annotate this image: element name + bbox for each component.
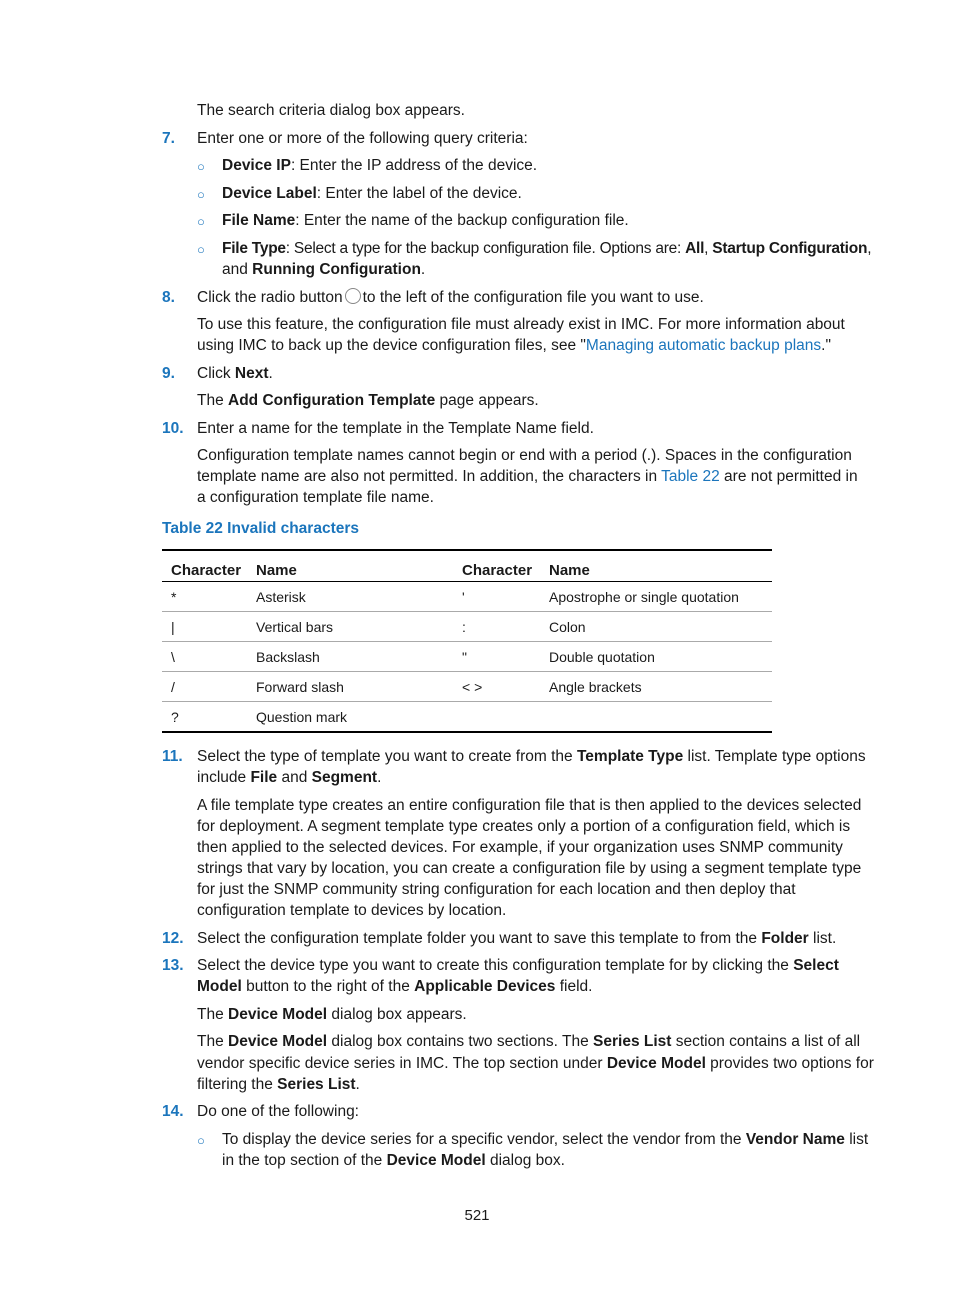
step-11-para-line: then applied to the selected devices. For example, if your organization uses SNMP community xyxy=(197,839,843,856)
bullet-circle-icon: ○ xyxy=(197,159,205,174)
table-cell: / xyxy=(162,672,247,702)
step-11-para-line: configuration template to devices by location. xyxy=(197,902,507,919)
table-cell: ' xyxy=(453,582,540,612)
table-cell: | xyxy=(162,612,247,642)
criteria-device-ip: Device IP: Enter the IP address of the device. xyxy=(222,157,538,174)
step-8-text: Click the radio button to the left of the configuration file you want to use. xyxy=(197,289,704,306)
step-13-line1: Select the device type you want to create this configuration template for by clicking the Select xyxy=(197,957,839,974)
column-header: Name xyxy=(247,550,453,582)
bullet-circle-icon: ○ xyxy=(197,214,205,229)
step-11-line2: include File and Segment. xyxy=(197,769,382,786)
step-11-para-line: for deployment. A segment template type creates only a portion of a configuration field, which is xyxy=(197,818,851,835)
step-12-text: Select the configuration template folder you want to save this template to from the Folder list. xyxy=(197,930,837,947)
step-13-number: 13. xyxy=(162,957,184,974)
step-10-para-line2: template name are also not permitted. In addition, the characters in Table 22 are not permitted in xyxy=(197,468,858,485)
step-13-para-line3: filtering the Series List. xyxy=(197,1076,360,1093)
table-cell: Apostrophe or single quotation xyxy=(540,582,772,612)
table-cell: Backslash xyxy=(247,642,453,672)
step-14-text: Do one of the following: xyxy=(197,1103,359,1120)
step-10-text: Enter a name for the template in the Template Name field. xyxy=(197,420,594,437)
table-cell: Asterisk xyxy=(247,582,453,612)
table-row xyxy=(162,642,772,672)
bullet-circle-icon: ○ xyxy=(197,187,205,202)
step-9-text: Click Next. xyxy=(197,365,273,382)
step-11-para-line: A file template type creates an entire configuration file that is then applied to the devices selected xyxy=(197,797,862,814)
table-cell: < > xyxy=(453,672,540,702)
criteria-file-name: File Name: Enter the name of the backup configuration file. xyxy=(222,212,629,229)
step-10-para-line1: Configuration template names cannot begin or end with a period (.). Spaces in the configuration xyxy=(197,447,852,464)
step-14-number: 14. xyxy=(162,1103,184,1120)
step-13-para-line1: The Device Model dialog box contains two sections. The Series List section contains a list of all xyxy=(197,1033,861,1050)
intro-text: The search criteria dialog box appears. xyxy=(197,102,465,119)
step-12-number: 12. xyxy=(162,930,184,947)
table-cell: " xyxy=(453,642,540,672)
table-22-link[interactable]: Table 22 xyxy=(661,468,720,485)
step-13-para-line2: vendor specific device series in IMC. The top section under Device Model provides two options for xyxy=(197,1055,874,1072)
table-cell: : xyxy=(453,612,540,642)
table-cell: ? xyxy=(162,702,247,733)
step-8-para-line1: To use this feature, the configuration file must already exist in IMC. For more information about xyxy=(197,316,845,333)
table-cell: Forward slash xyxy=(247,672,453,702)
criteria-device-label: Device Label: Enter the label of the device. xyxy=(222,185,522,202)
table-row xyxy=(162,702,772,733)
step-13-result: The Device Model dialog box appears. xyxy=(197,1006,467,1023)
table-cell xyxy=(453,702,540,733)
step-11-para-line: for just the SNMP community string configuration for each location and then deploy that xyxy=(197,881,796,898)
table-cell: Vertical bars xyxy=(247,612,453,642)
step-13-line2: Model button to the right of the Applicable Devices field. xyxy=(197,978,593,995)
step-11-para-line: strings that vary by location, you can create a configuration file by using a segment template type xyxy=(197,860,862,877)
invalid-characters-table xyxy=(162,549,772,733)
managing-backup-plans-link[interactable]: Managing automatic backup plans xyxy=(585,337,822,354)
table-cell: * xyxy=(162,582,247,612)
step-11-number: 11. xyxy=(162,748,183,765)
table-cell: Angle brackets xyxy=(540,672,772,702)
table-header-row xyxy=(162,550,772,582)
table-cell xyxy=(540,702,772,733)
table-cell: Question mark xyxy=(247,702,453,733)
step-10-para-line3: a configuration template file name. xyxy=(197,489,434,506)
column-header: Name xyxy=(540,550,772,582)
step-8-number: 8. xyxy=(162,289,175,306)
step-14-bullet-line2: in the top section of the Device Model dialog box. xyxy=(222,1152,565,1169)
table-caption: Table 22 Invalid characters xyxy=(162,520,360,537)
column-header: Character xyxy=(453,550,540,582)
criteria-file-type: File Type: Select a type for the backup configuration file. Options are: All, Startup Configuration, xyxy=(222,240,872,257)
radio-button-icon xyxy=(345,288,361,304)
table-cell: \ xyxy=(162,642,247,672)
table-row xyxy=(162,672,772,702)
table-row xyxy=(162,612,772,642)
table-cell: Colon xyxy=(540,612,772,642)
step-7-text: Enter one or more of the following query criteria: xyxy=(197,130,528,147)
step-9-number: 9. xyxy=(162,365,175,382)
table-row xyxy=(162,582,772,612)
step-9-result: The Add Configuration Template page appears. xyxy=(197,392,539,409)
bullet-circle-icon: ○ xyxy=(197,242,205,257)
column-header: Character xyxy=(162,550,247,582)
step-10-number: 10. xyxy=(162,420,184,437)
page-number: 521 xyxy=(464,1207,490,1224)
bullet-circle-icon: ○ xyxy=(197,1133,205,1148)
step-7-number: 7. xyxy=(162,130,175,147)
step-8-para-line2: using IMC to back up the device configuration files, see "Managing automatic backup plans." xyxy=(197,337,831,354)
step-14-bullet-line1: To display the device series for a specific vendor, select the vendor from the Vendor Name list xyxy=(222,1131,869,1148)
table-cell: Double quotation xyxy=(540,642,772,672)
step-11-line1: Select the type of template you want to create from the Template Type list. Template type options xyxy=(197,748,866,765)
criteria-file-type-cont: and Running Configuration. xyxy=(222,261,426,278)
